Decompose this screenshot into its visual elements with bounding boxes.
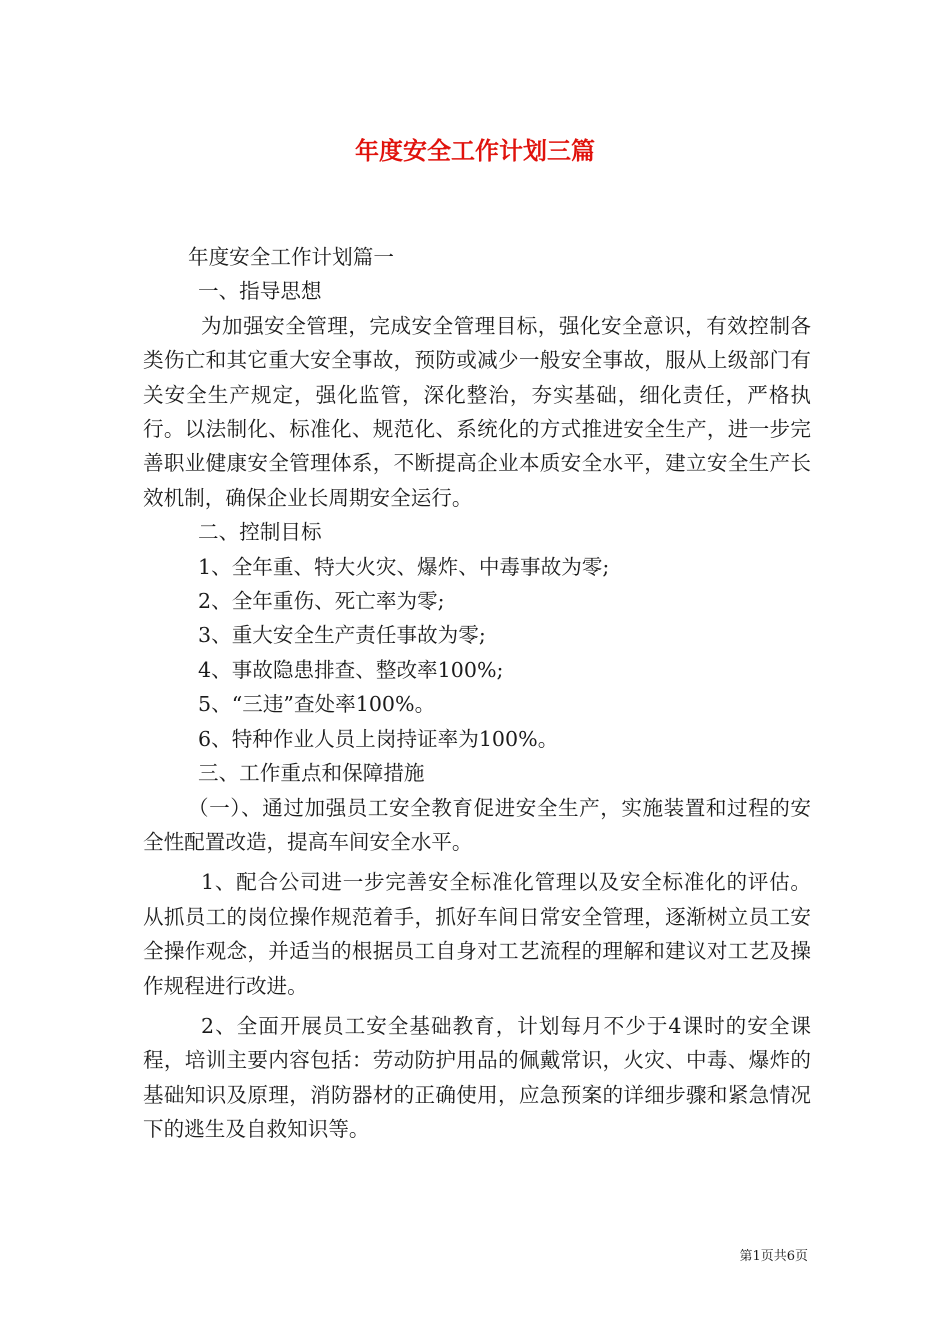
subsection-heading: 二、控制目标: [198, 520, 322, 545]
document-title: 年度安全工作计划三篇: [355, 136, 595, 165]
section-heading: 年度安全工作计划篇一: [188, 245, 394, 269]
list-item: 6、特种作业人员上岗持证率为100%。: [198, 726, 559, 751]
page-number: 第1页共6页: [739, 1249, 808, 1264]
body-paragraph: （一）、通过加强员工安全教育促进安全生产，实施装置和过程的安全性配置改造，提高车间安全水平。: [143, 795, 811, 854]
body-paragraph: 1、配合公司进一步完善安全标准化管理以及安全标准化的评估。从抓员工的岗位操作规范着手，抓好车间日常安全管理，逐渐树立员工安全操作观念，并适当的根据员工自身对工艺流程的理解和建议对工艺及操作规程进行改进。: [143, 870, 811, 998]
list-item: 4、事故隐患排查、整改率100%;: [198, 657, 504, 682]
list-item: 2、全年重伤、死亡率为零;: [198, 589, 445, 614]
list-item: 5、“三违”查处率100%。: [198, 692, 436, 717]
body-paragraph: 为加强安全管理，完成安全管理目标，强化安全意识，有效控制各类伤亡和其它重大安全事故，预防或减少一般安全事故，服从上级部门有关安全生产规定，强化监管，深化整治，夯实基础，细化责任，严格执行。以法制化、标准化、规范化、系统化的方式推进安全生产，进一步完善职业健康安全管理体系，不断提高企业本质安全水平，建立安全生产长效机制，确保企业长周期安全运行。: [143, 313, 811, 510]
body-paragraph: 2、全面开展员工安全基础教育，计划每月不少于4课时的安全课程，培训主要内容包括：劳动防护用品的佩戴常识，火灾、中毒、爆炸的基础知识及原理，消防器材的正确使用，应急预案的详细步骤和紧急情况下的逃生及自救知识等。: [143, 1013, 811, 1142]
list-item: 1、全年重、特大火灾、爆炸、中毒事故为零;: [198, 554, 610, 579]
subsection-heading: 三、工作重点和保障措施: [198, 761, 425, 786]
subsection-heading: 一、指导思想: [198, 279, 322, 304]
list-item: 3、重大安全生产责任事故为零;: [198, 623, 486, 648]
document-body: [143, 240, 811, 1147]
